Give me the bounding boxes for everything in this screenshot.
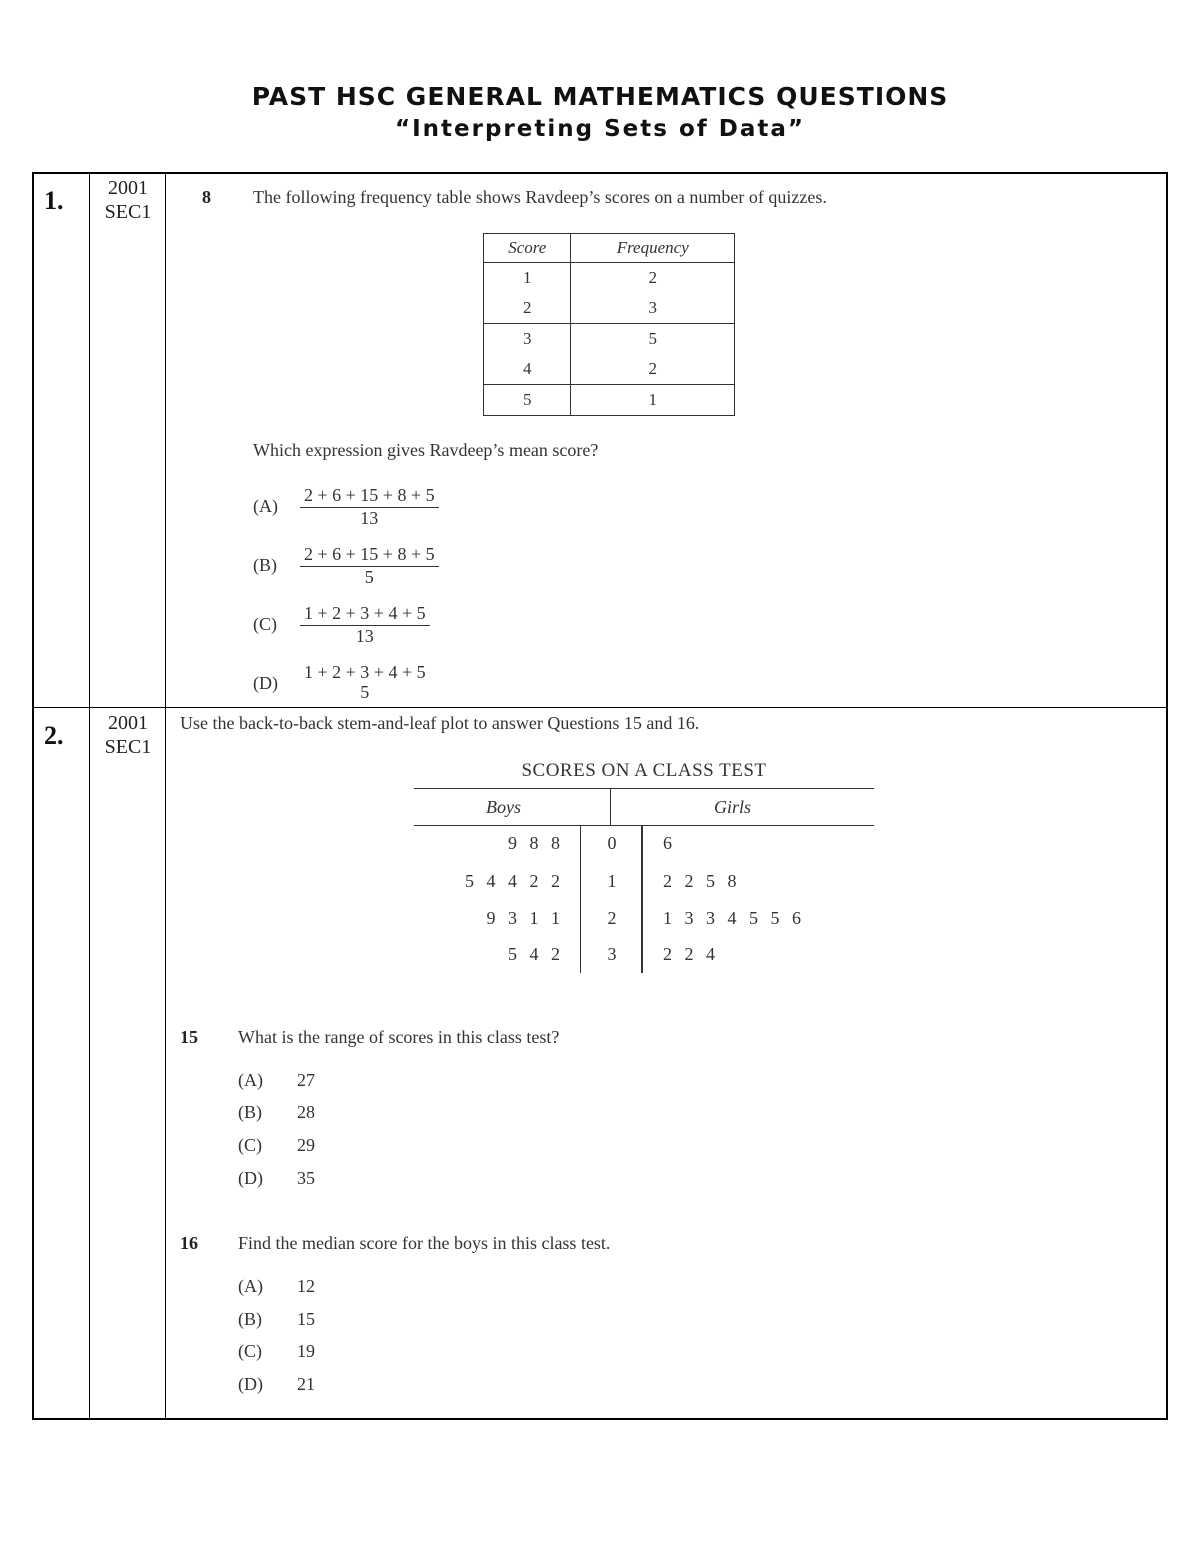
- plot-rule-top: [414, 788, 874, 789]
- exam-question-number: 16: [180, 1233, 198, 1253]
- frequency-table: [483, 233, 735, 416]
- table-row: [484, 385, 735, 416]
- option-value: 28: [297, 1102, 315, 1122]
- table-cell: 2: [571, 354, 735, 385]
- stem-value: 1: [607, 871, 617, 891]
- stem-value: 3: [607, 944, 617, 964]
- column-divider-1: [89, 172, 90, 1420]
- boys-leaves: 5 4 4 2 2: [465, 871, 560, 891]
- question-stem: The following frequency table shows Ravdeep’s scores on a number of quizzes.: [253, 187, 827, 207]
- table-header-frequency: Frequency: [571, 234, 735, 263]
- page-title: PAST HSC GENERAL MATHEMATICS QUESTIONS: [251, 82, 949, 111]
- option-fraction: [300, 662, 430, 700]
- fraction-numerator: 2 + 6 + 15 + 8 + 5: [300, 544, 439, 567]
- fraction-numerator: 1 + 2 + 3 + 4 + 5: [300, 603, 430, 626]
- option-label: (B): [238, 1309, 262, 1329]
- table-row: [484, 263, 735, 294]
- row-divider: [32, 707, 1168, 708]
- girls-leaves: 1 3 3 4 5 5 6: [663, 908, 801, 928]
- question-intro: Use the back-to-back stem-and-leaf plot to answer Questions 15 and 16.: [180, 713, 700, 733]
- fraction-denominator: 13: [355, 626, 374, 646]
- question-year: [90, 711, 166, 759]
- option-value: 19: [297, 1341, 315, 1361]
- option-label: (A): [253, 496, 278, 516]
- option-label: (A): [238, 1070, 263, 1090]
- plot-header-divider: [610, 788, 611, 825]
- table-cell: 1: [571, 385, 735, 416]
- plot-stem-line-left: [580, 825, 581, 973]
- table-cell: 5: [571, 324, 735, 355]
- option-value: 21: [297, 1374, 315, 1394]
- table-header-score: Score: [484, 234, 571, 263]
- boys-heading: Boys: [486, 797, 521, 817]
- option-fraction: [300, 544, 439, 587]
- exam-question-number: 8: [202, 187, 211, 207]
- year-label: 2001: [108, 712, 148, 734]
- stem-value: 2: [607, 908, 617, 928]
- fraction-denominator: 5: [364, 567, 374, 587]
- question-number: 1.: [44, 186, 64, 215]
- option-label: (C): [238, 1341, 262, 1361]
- option-label: (C): [238, 1135, 262, 1155]
- option-fraction: [300, 485, 439, 528]
- boys-leaves: 9 3 1 1: [486, 908, 560, 928]
- question-text: What is the range of scores in this class test?: [238, 1027, 560, 1047]
- option-fraction: [300, 603, 430, 646]
- table-cell: 2: [484, 293, 571, 324]
- table-cell: 5: [484, 385, 571, 416]
- girls-leaves: 2 2 4: [663, 944, 715, 964]
- boys-leaves: 9 8 8: [508, 833, 560, 853]
- table-border-top: [32, 172, 1168, 174]
- option-label: (B): [238, 1102, 262, 1122]
- table-row: [484, 354, 735, 385]
- option-value: 35: [297, 1168, 315, 1188]
- fraction-denominator: 13: [360, 508, 379, 528]
- option-label: (C): [253, 614, 277, 634]
- option-label: (B): [253, 555, 277, 575]
- option-value: 27: [297, 1070, 315, 1090]
- fraction-numerator: 2 + 6 + 15 + 8 + 5: [300, 485, 439, 508]
- table-cell: 3: [571, 293, 735, 324]
- option-label: (A): [238, 1276, 263, 1296]
- boys-leaves: 5 4 2: [508, 944, 560, 964]
- option-label: (D): [253, 673, 278, 693]
- question-text: Find the median score for the boys in this class test.: [238, 1233, 611, 1253]
- table-cell: 3: [484, 324, 571, 355]
- question-number: 2.: [44, 721, 64, 750]
- girls-leaves: 6: [663, 833, 672, 853]
- option-label: (D): [238, 1374, 263, 1394]
- year-label: 2001: [108, 177, 148, 199]
- plot-rule-header: [414, 825, 874, 826]
- plot-stem-line-right: [641, 825, 643, 973]
- table-border-left: [32, 172, 34, 1420]
- page-subtitle: “Interpreting Sets of Data”: [394, 116, 806, 142]
- table-cell: 4: [484, 354, 571, 385]
- table-cell: 2: [571, 263, 735, 294]
- girls-leaves: 2 2 5 8: [663, 871, 737, 891]
- option-label: (D): [238, 1168, 263, 1188]
- table-cell: 1: [484, 263, 571, 294]
- plot-title: SCORES ON A CLASS TEST: [521, 760, 767, 781]
- question-year: [90, 176, 166, 224]
- section-label: SEC1: [104, 201, 152, 223]
- option-value: 15: [297, 1309, 315, 1329]
- stem-value: 0: [607, 833, 617, 853]
- fraction-denominator: 5: [360, 682, 370, 702]
- question-prompt: Which expression gives Ravdeep’s mean score?: [253, 440, 599, 460]
- table-row: [484, 324, 735, 355]
- table-border-right: [1166, 172, 1168, 1420]
- table-border-bottom: [32, 1418, 1168, 1420]
- exam-question-number: 15: [180, 1027, 198, 1047]
- table-row: [484, 293, 735, 324]
- option-value: 12: [297, 1276, 315, 1296]
- fraction-numerator: 1 + 2 + 3 + 4 + 5: [304, 662, 426, 682]
- column-divider-2: [165, 172, 166, 1420]
- girls-heading: Girls: [714, 797, 752, 817]
- section-label: SEC1: [104, 736, 152, 758]
- option-value: 29: [297, 1135, 315, 1155]
